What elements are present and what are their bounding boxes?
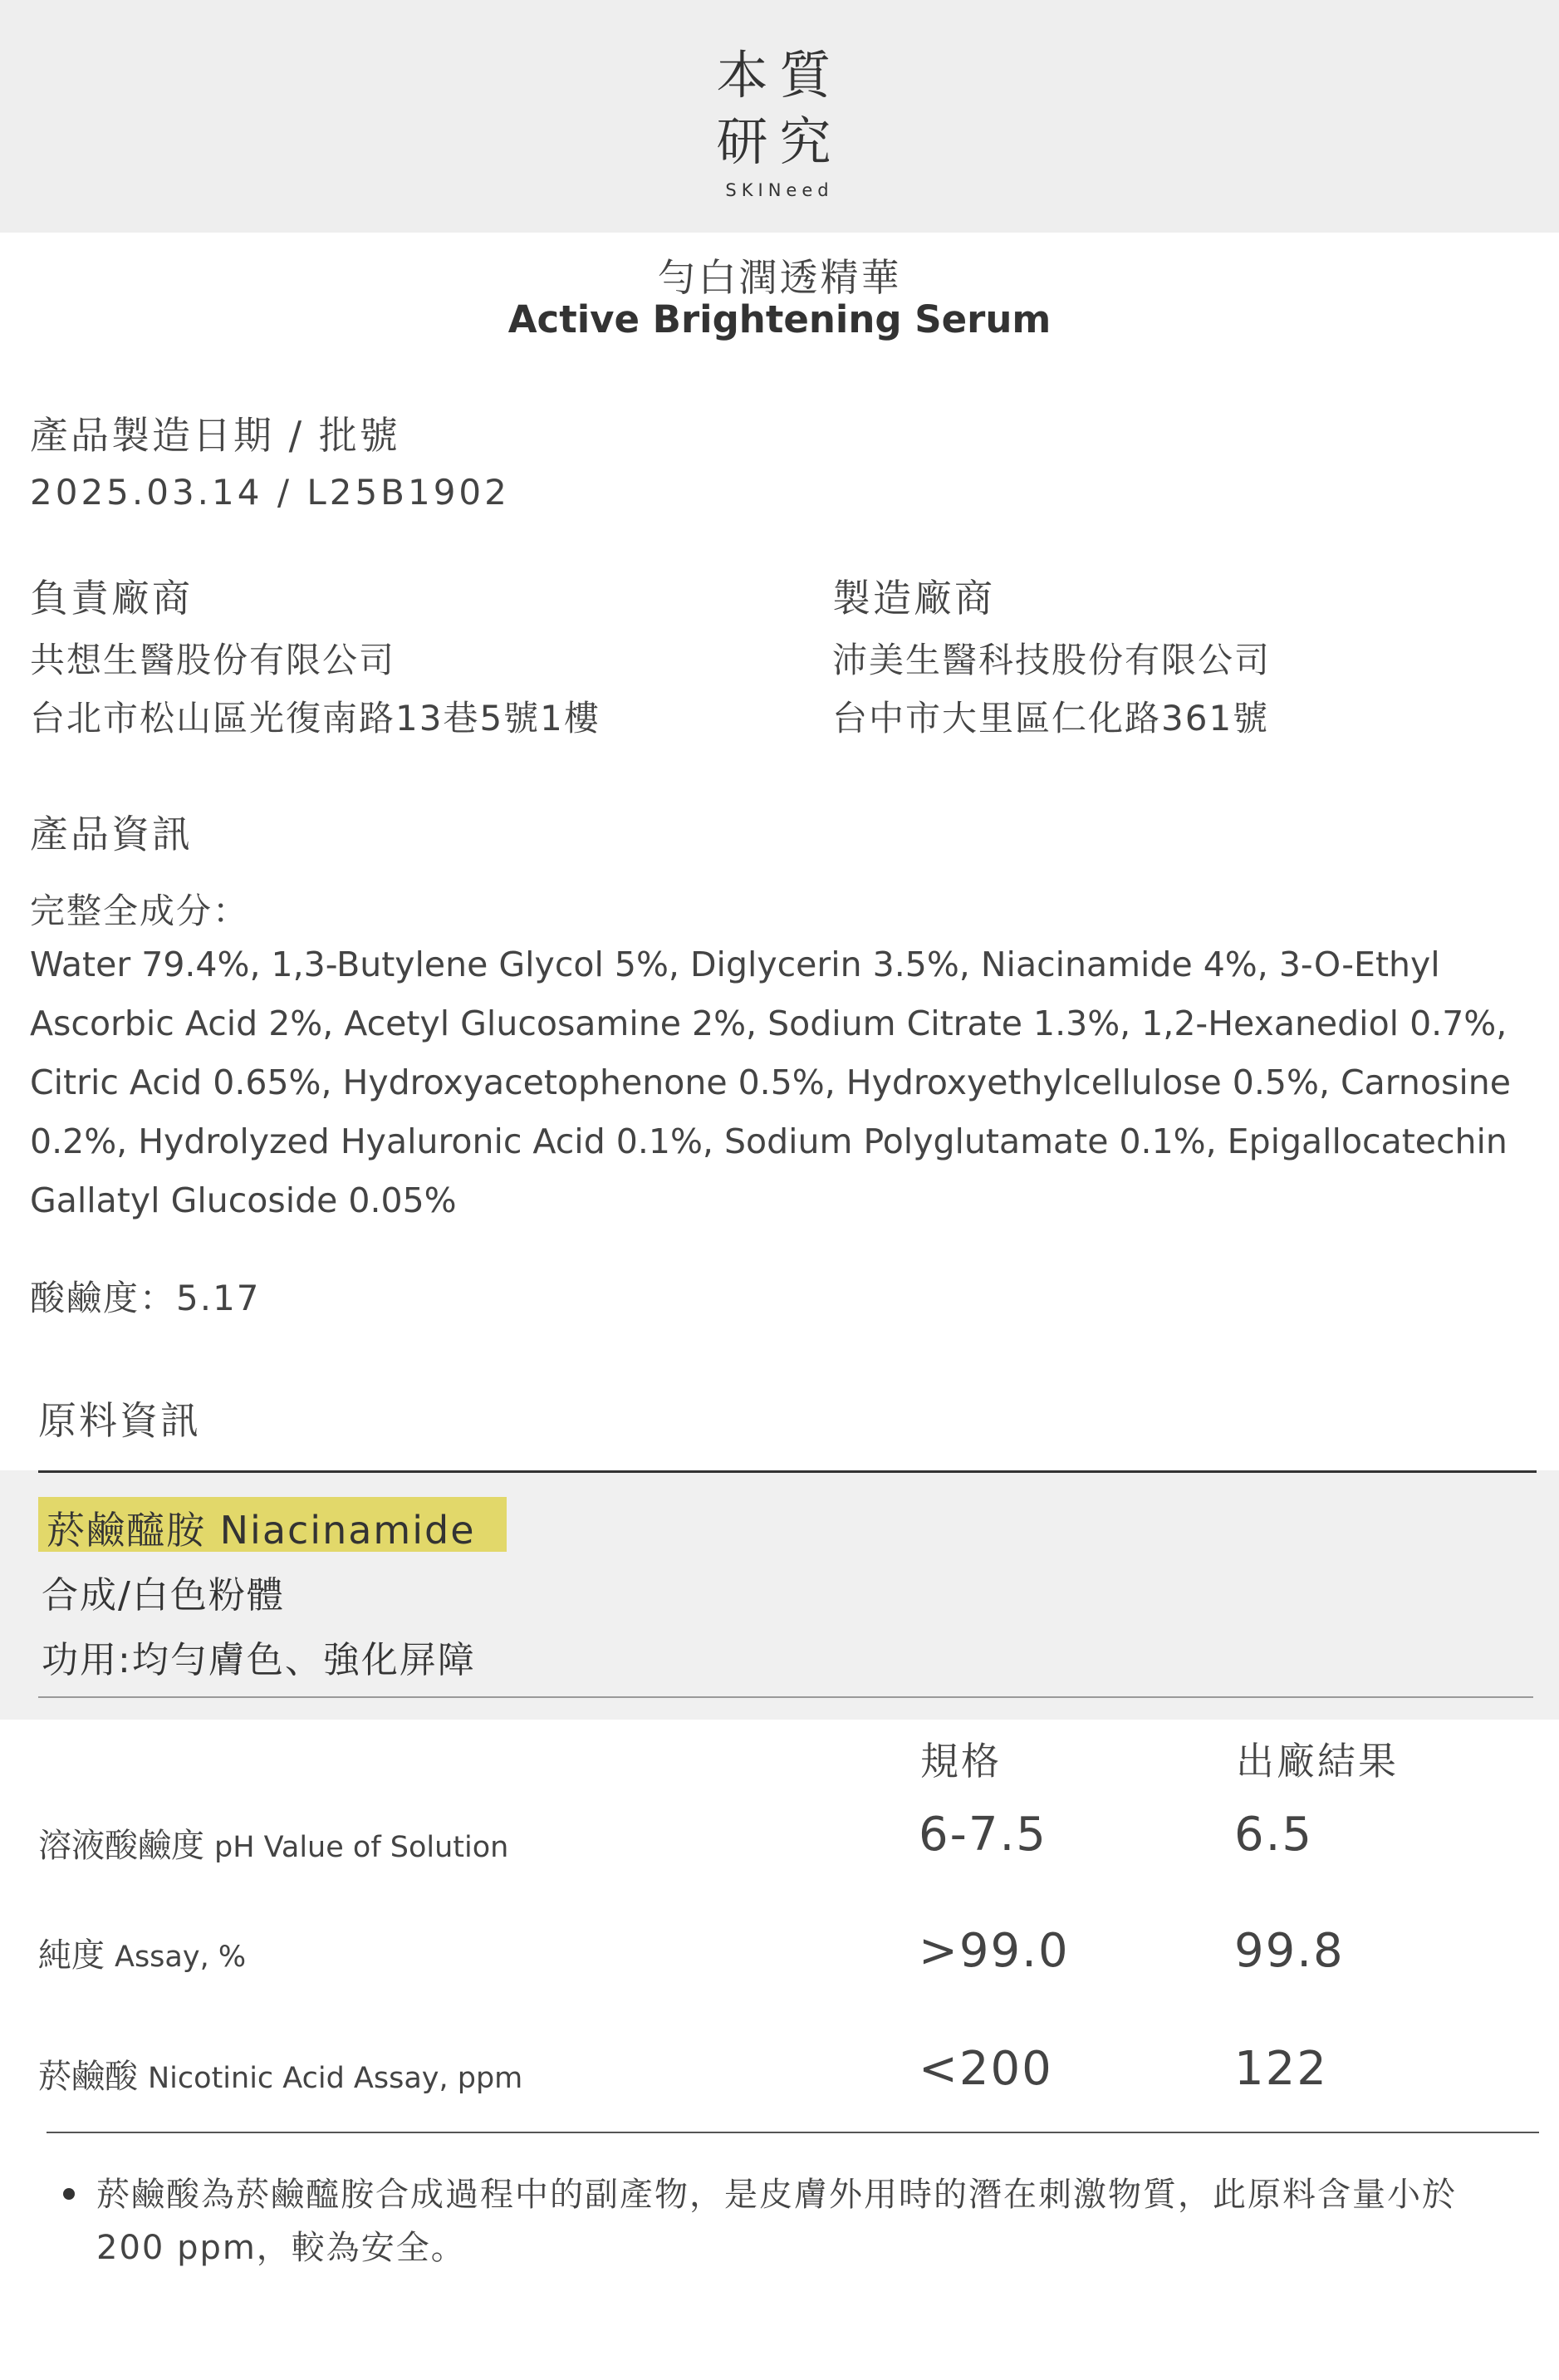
row-label-zh: 菸鹼酸 (38, 2058, 138, 2096)
ingredients-list: Water 79.4%, 1,3-Butylene Glycol 5%, Diglycerin 3.5%, Niacinamide 4%, 3-O-Ethyl Ascorbic Acid 2%, Acetyl Glucosamine 2%, Sodium Citrate 1.3%, 1,2-Hexanediol 0.7%, Citric Acid 0.65%, Hydroxyacetophenone 0.5%, Hydroxyethylcellulose 0.5%, Carnosine 0.2%, Hydrolyzed Hyaluronic Acid 0.1%, Sodium Polyglutamate 0.1%, Epigallocatechin Gallatyl Glucoside 0.05% (30, 945, 1511, 1220)
maker-address: 台中市大里區仁化路361號 (832, 698, 1270, 739)
row-label-zh: 溶液酸鹼度 (38, 1827, 204, 1865)
row-spec-value: >99.0 (919, 1924, 1070, 1978)
raw-material-source: 合成/白色粉體 (42, 1574, 285, 1617)
maker-heading: 製造廠商 (832, 576, 995, 621)
product-name-en: Active Brightening Serum (507, 297, 1052, 341)
manufacture-value: 2025.03.14 / L25B1902 (30, 472, 510, 513)
logo-subtitle: SKINeed (725, 180, 834, 200)
logo-line-2: 研究 (716, 111, 843, 172)
maker-company: 沛美生醫科技股份有限公司 (832, 640, 1272, 680)
manufacture-heading: 產品製造日期 / 批號 (30, 413, 400, 458)
raw-material-name: 菸鹼醯胺 Niacinamide (47, 1508, 476, 1553)
section-divider (38, 1470, 1537, 1473)
ingredients-label: 完整全成分： (30, 891, 250, 931)
row-label-en: Assay, % (115, 1941, 247, 1974)
panel-divider (38, 1696, 1533, 1698)
product-name-zh: 勻白潤透精華 (657, 255, 902, 300)
row-result-value: 6.5 (1234, 1808, 1314, 1862)
row-label-en: Nicotinic Acid Assay, ppm (148, 2062, 523, 2095)
responsible-address: 台北市松山區光復南路13巷5號1樓 (30, 698, 601, 739)
column-result-header: 出廠結果 (1236, 1739, 1399, 1784)
raw-material-heading: 原料資訊 (38, 1398, 201, 1443)
responsible-company: 共想生醫股份有限公司 (30, 640, 396, 680)
table-row-label (38, 1819, 508, 1867)
row-label-zh: 純度 (38, 1936, 105, 1975)
logo-line-1: 本質 (716, 45, 843, 106)
row-spec-value: <200 (919, 2042, 1053, 2096)
table-bottom-divider (47, 2132, 1539, 2133)
footnote: 菸鹼酸為菸鹼醯胺合成過程中的副產物，是皮膚外用時的潛在刺激物質，此原料含量小於 200 ppm，較為安全。 (96, 2176, 1457, 2267)
product-info-heading: 產品資訊 (30, 812, 193, 856)
row-label-en: pH Value of Solution (214, 1831, 509, 1864)
ph-value: 酸鹼度：5.17 (30, 1278, 261, 1318)
row-result-value: 122 (1234, 2042, 1328, 2096)
row-spec-value: 6-7.5 (919, 1808, 1047, 1862)
table-row-label (38, 2050, 522, 2098)
bullet-icon (63, 2188, 75, 2200)
responsible-heading: 負責廠商 (30, 576, 193, 621)
table-row-label (38, 1929, 246, 1976)
raw-material-function: 功用:均勻膚色、強化屏障 (42, 1639, 476, 1681)
column-spec-header: 規格 (920, 1739, 1002, 1784)
row-result-value: 99.8 (1234, 1924, 1345, 1978)
